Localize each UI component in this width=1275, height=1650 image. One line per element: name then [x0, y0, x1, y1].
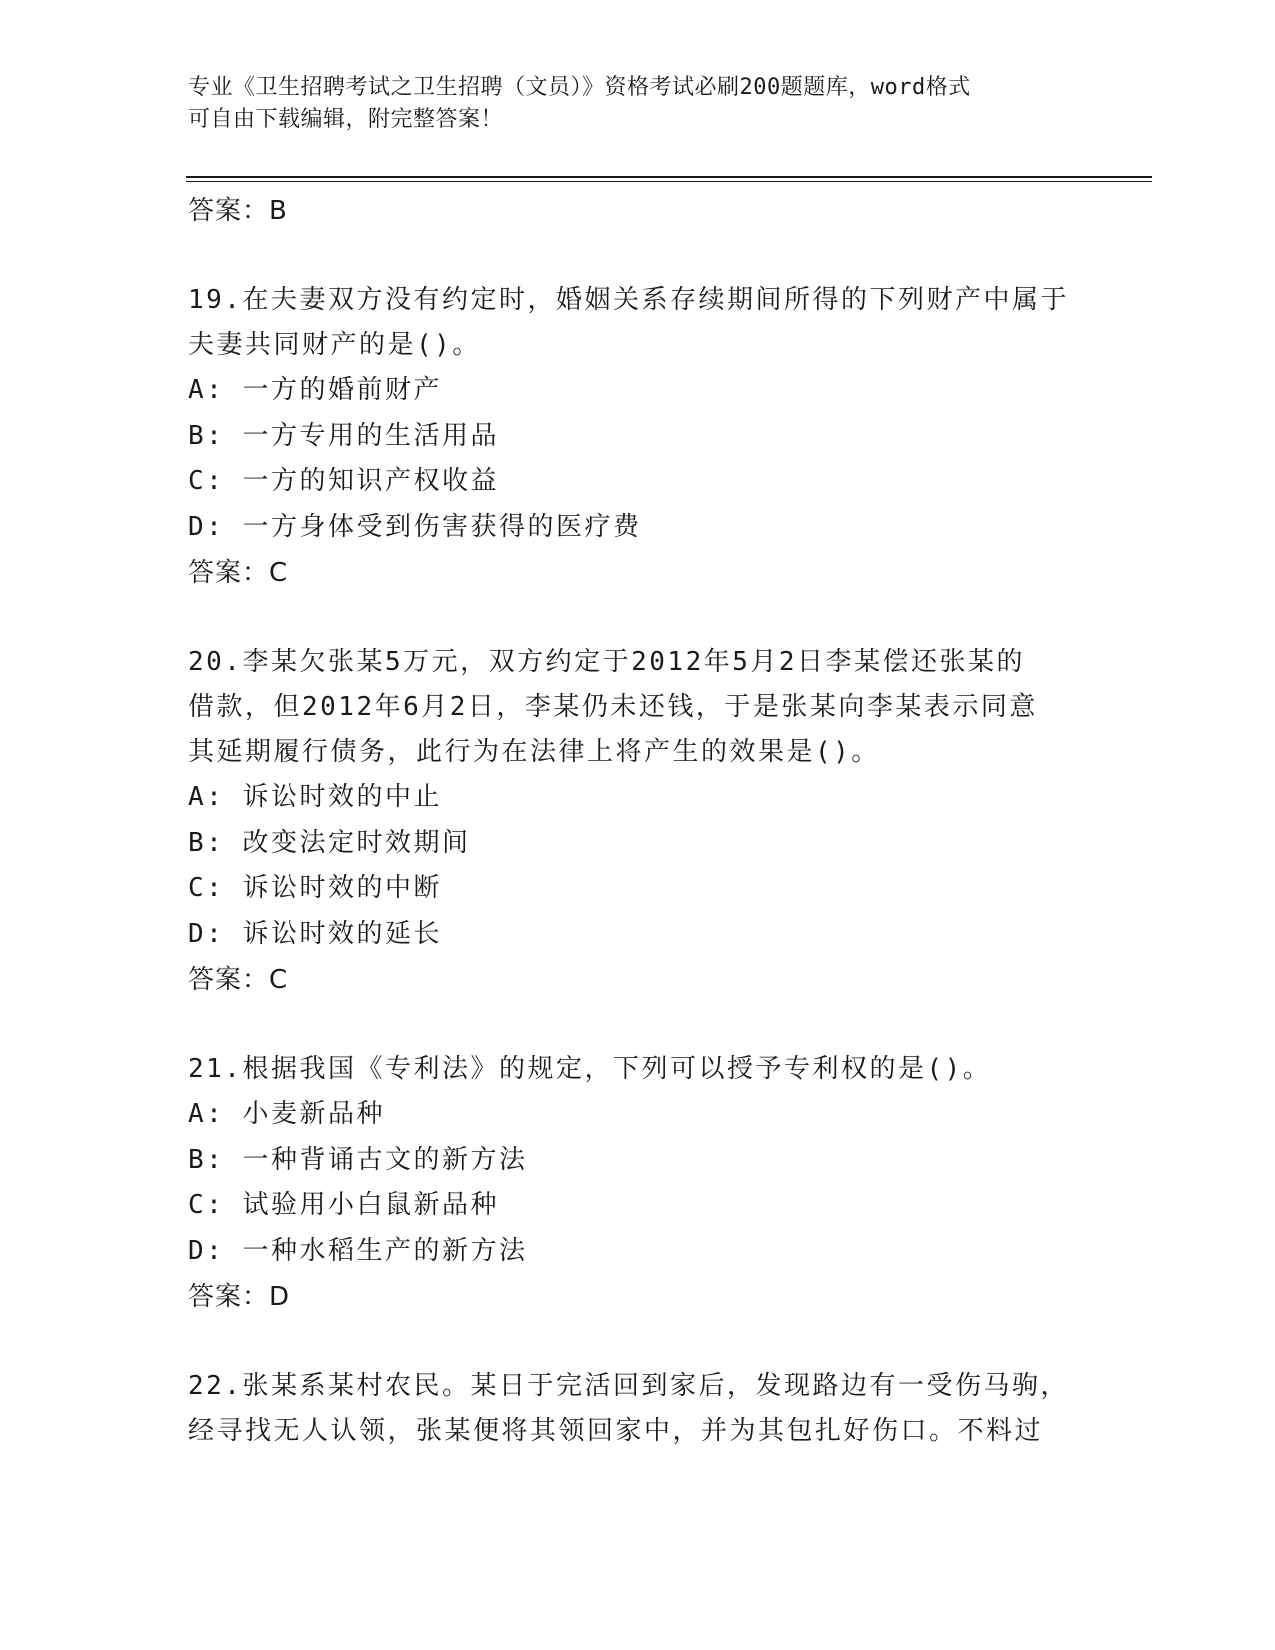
- question-22: [188, 1364, 1088, 1454]
- previous-answer: 答案：B: [188, 196, 288, 226]
- stem-line: 21.根据我国《专利法》的规定，下列可以授予专利权的是()。: [188, 1054, 992, 1084]
- option-c: C: 试验用小白鼠新品种: [188, 1190, 499, 1220]
- question-19: [188, 278, 1088, 596]
- header-divider-thick: [186, 176, 1152, 178]
- stem-line: 借款，但2012年6月2日，李某仍未还钱，于是张某向李某表示同意: [188, 692, 1038, 722]
- header-line-1: 专业《卫生招聘考试之卫生招聘（文员）》资格考试必刷200题题库，word格式: [188, 75, 971, 100]
- header-line-2: 可自由下载编辑，附完整答案！: [188, 107, 504, 132]
- stem-line: 其延期履行债务，此行为在法律上将产生的效果是()。: [188, 737, 880, 767]
- option-b: B: 一种背诵古文的新方法: [188, 1144, 528, 1175]
- question-stem: [188, 278, 1088, 368]
- question-answer: 答案：C: [188, 558, 289, 588]
- question-21: [188, 1047, 1088, 1320]
- option-c: C: 一方的知识产权收益: [188, 466, 499, 496]
- option-d: D: 一种水稻生产的新方法: [188, 1235, 528, 1266]
- question-20: [188, 640, 1088, 1003]
- option-d: D: 一方身体受到伤害获得的医疗费: [188, 511, 642, 542]
- stem-line: 夫妻共同财产的是()。: [188, 330, 481, 360]
- question-stem: [188, 640, 1088, 775]
- question-stem: [188, 1047, 1088, 1092]
- question-content: [188, 188, 1088, 1454]
- stem-line: 22.张某系某村农民。某日于完活回到家后，发现路边有一受伤马驹，: [188, 1371, 1069, 1401]
- option-a: A: 小麦新品种: [188, 1099, 385, 1129]
- stem-line: 20.李某欠张某5万元，双方约定于2012年5月2日李某偿还张某的: [188, 647, 1026, 677]
- option-a: A: 一方的婚前财产: [188, 375, 442, 405]
- stem-line: 经寻找无人认领，张某便将其领回家中，并为其包扎好伤口。不料过: [188, 1416, 1044, 1446]
- stem-line: 19.在夫妻双方没有约定时，婚姻关系存续期间所得的下列财产中属于: [188, 285, 1069, 315]
- document-header: [188, 72, 1088, 136]
- option-c: C: 诉讼时效的中断: [188, 873, 442, 903]
- option-b: B: 改变法定时效期间: [188, 827, 471, 858]
- question-answer: 答案：C: [188, 965, 289, 995]
- option-b: B: 一方专用的生活用品: [188, 420, 499, 451]
- option-d: D: 诉讼时效的延长: [188, 918, 442, 949]
- question-stem: [188, 1364, 1088, 1454]
- question-answer: 答案：D: [188, 1282, 291, 1312]
- option-a: A: 诉讼时效的中止: [188, 782, 442, 812]
- header-divider-thin: [186, 181, 1152, 182]
